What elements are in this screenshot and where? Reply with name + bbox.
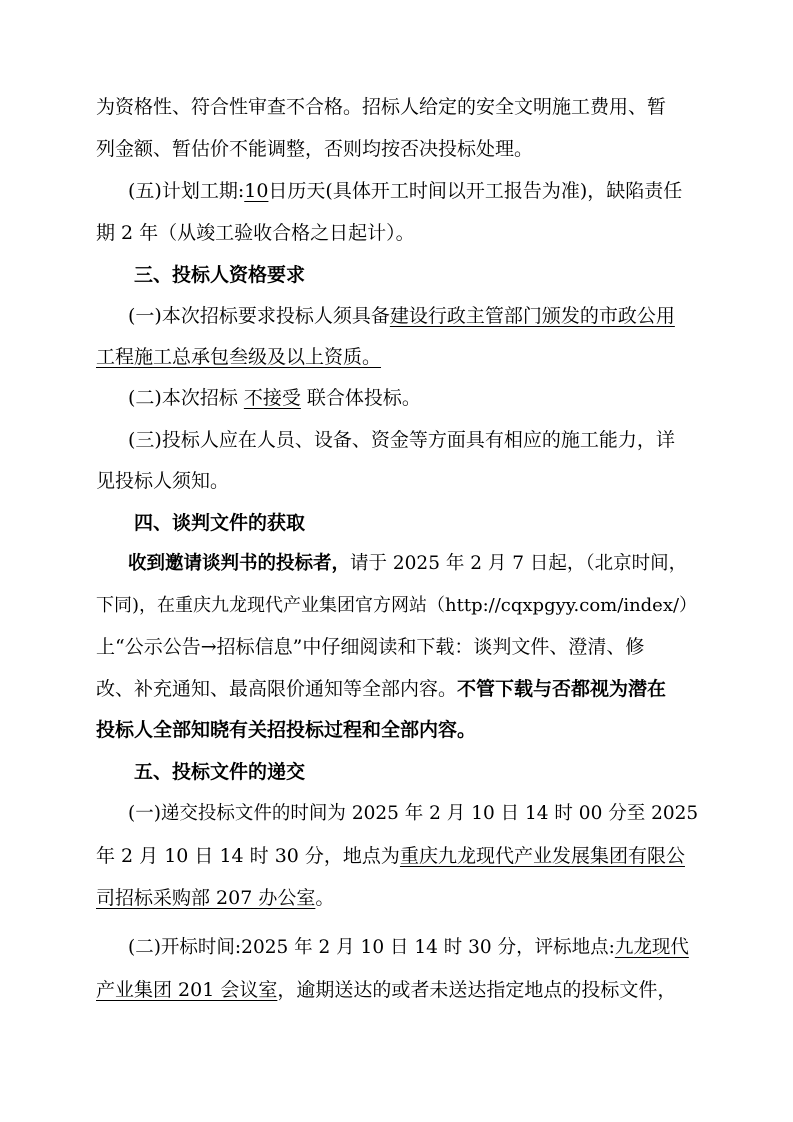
bid-evaluation-location: 产业集团 201 会议室: [96, 979, 278, 1001]
text: 改、补充通知、最高限价通知等全部内容。: [96, 678, 458, 700]
paragraph-line: [96, 842, 685, 870]
paragraph-line: 见投标人须知。: [96, 470, 230, 492]
qualification-requirement: 工程施工总承包叁级及以上资质。: [96, 346, 382, 368]
paragraph-line: 投标人全部知晓有关招投标过程和全部内容。: [96, 719, 477, 741]
paragraph-line: [128, 550, 687, 578]
paragraph-line: 上“公示公告→招标信息”中仔细阅读和下载：谈判文件、澄清、修: [96, 636, 645, 658]
paragraph-line: [96, 884, 334, 912]
paragraph-line: [96, 343, 381, 371]
text: (二)本次招标: [128, 387, 244, 409]
bold-text: 收到邀请谈判书的投标者，: [128, 553, 351, 574]
text: (二)开标时间:2025 年 2 月 10 日 14 时 30 分，评标地点:: [128, 937, 615, 958]
section-heading-3: 三、投标人资格要求: [134, 264, 306, 286]
paragraph-line: 为资格性、符合性审查不合格。招标人给定的安全文明施工费用、暂: [96, 96, 667, 118]
paragraph-line: [96, 976, 676, 1004]
section-heading-4: 四、谈判文件的获取: [134, 512, 306, 534]
qualification-line: [128, 302, 675, 330]
paragraph-line: (一)递交投标文件的时间为 2025 年 2 月 10 日 14 时 00 分至 2025: [128, 803, 699, 824]
paragraph-line: 期 2 年（从竣工验收合格之日起计）。: [96, 222, 415, 244]
consortium-status: 不接受: [243, 387, 301, 409]
text: ，逾期送达的或者未送达指定地点的投标文件，: [277, 979, 677, 1001]
paragraph-line: (三)投标人应在人员、设备、资金等方面具有相应的施工能力，详: [128, 429, 675, 451]
period-days: 10: [244, 180, 269, 202]
submission-location: 重庆九龙现代产业发展集团有限公: [399, 845, 685, 867]
text: (五)计划工期:: [128, 180, 245, 202]
text: 年 2 月 10 日 14 时 30 分，地点为: [96, 845, 400, 867]
bold-text: 不管下载与否都视为潜在: [457, 678, 667, 700]
consortium-line: [128, 384, 421, 412]
text: 。: [315, 887, 335, 909]
paragraph-line: [96, 675, 666, 703]
paragraph-line: 列金额、暂估价不能调整，否则均按否决投标处理。: [96, 138, 534, 160]
paragraph-line: 下同)，在重庆九龙现代产业集团官方网站（http://cqxpgyy.com/index/）: [96, 595, 698, 616]
text: 日历天(具体开工时间以开工报告为准)，缺陷责任: [268, 180, 683, 202]
qualification-requirement: 建设行政主管部门颁发的市政公用: [389, 305, 675, 327]
section-heading-5: 五、投标文件的递交: [134, 761, 306, 783]
bid-evaluation-location: 九龙现代: [614, 937, 689, 958]
submission-location: 司招标采购部 207 办公室: [96, 887, 316, 909]
text: 请于 2025 年 2 月 7 日起，（北京时间，: [350, 553, 688, 574]
text: 联合体投标。: [300, 387, 421, 409]
paragraph-line: [128, 934, 689, 962]
construction-period-line: [128, 177, 682, 205]
text: (一)本次招标要求投标人须具备: [128, 305, 390, 327]
